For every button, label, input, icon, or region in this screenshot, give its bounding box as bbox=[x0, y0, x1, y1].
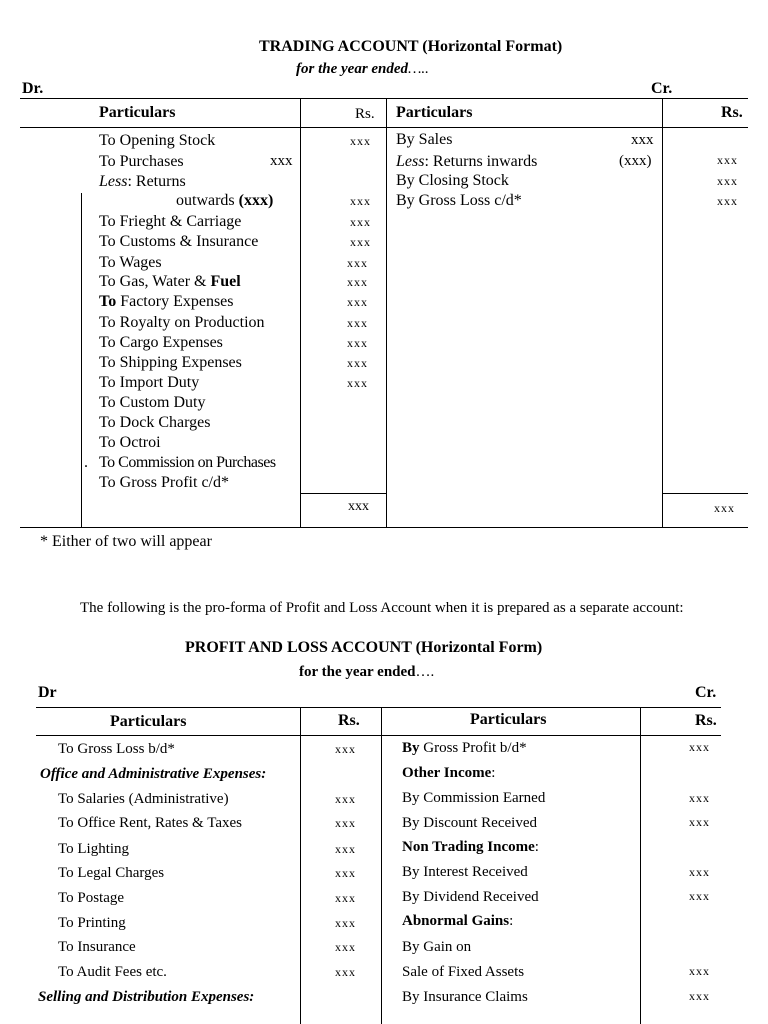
pl-credit-gross-profit-by: By bbox=[402, 740, 420, 756]
credit-sales: By Sales bbox=[396, 131, 453, 148]
pl-credit-heading-abnormal bbox=[402, 913, 513, 930]
debit-amount: xxx bbox=[350, 194, 371, 208]
pl-debit-amount: xxx bbox=[335, 965, 356, 979]
pl-debit-amount: xxx bbox=[335, 940, 356, 954]
debit-amount: xxx bbox=[347, 356, 368, 370]
trading-footnote: * Either of two will appear bbox=[40, 533, 212, 550]
pl-credit-discount: By Discount Received bbox=[402, 815, 537, 831]
pl-debit-item: To Audit Fees etc. bbox=[58, 964, 167, 980]
pl-debit-amount: xxx bbox=[335, 866, 356, 880]
pl-credit-gross-profit bbox=[402, 740, 527, 757]
pl-credit-heading-other-income bbox=[402, 765, 495, 782]
debit-wages: To Wages bbox=[99, 254, 162, 271]
debit-royalty: To Royalty on Production bbox=[99, 314, 265, 331]
debit-gross-profit: To Gross Profit c/d* bbox=[99, 474, 229, 491]
pl-credit-amount: xxx bbox=[689, 740, 710, 754]
debit-shipping: To Shipping Expenses bbox=[99, 354, 242, 371]
pl-subtitle-dots: …. bbox=[415, 664, 435, 680]
pl-credit-amount: xxx bbox=[689, 989, 710, 1003]
pl-credit-interest: By Interest Received bbox=[402, 864, 528, 880]
trading-dr-label: Dr. bbox=[22, 80, 44, 97]
credit-less-returns-inwards bbox=[396, 153, 537, 171]
debit-amount: xxx bbox=[350, 215, 371, 229]
pl-credit-heading-non-trading bbox=[402, 839, 539, 856]
debit-purchases-amount: xxx bbox=[270, 153, 293, 169]
pl-credit-amount: xxx bbox=[689, 865, 710, 879]
trading-header-particulars-left: Particulars bbox=[99, 104, 176, 121]
trading-bottom-rule bbox=[20, 527, 748, 528]
pl-debit-amount: xxx bbox=[335, 916, 356, 930]
pl-header-rs-left: Rs. bbox=[338, 712, 360, 729]
pl-credit-heading-colon: : bbox=[534, 839, 539, 855]
debit-import-duty: To Import Duty bbox=[99, 374, 200, 391]
pl-credit-gross-profit-label: Gross Profit b/d* bbox=[419, 740, 527, 756]
pl-debit-item: To Lighting bbox=[58, 841, 130, 857]
debit-dot: . bbox=[84, 454, 88, 471]
trading-col-divider-2 bbox=[386, 98, 387, 528]
pl-debit-amount: xxx bbox=[335, 891, 356, 905]
pl-debit-amount: xxx bbox=[335, 742, 356, 756]
debit-fuel-label: Fuel bbox=[210, 273, 241, 290]
pl-credit-heading-label: Abnormal Gains bbox=[402, 913, 510, 929]
debit-returns-label: : Returns bbox=[127, 173, 186, 190]
trading-col-divider-3 bbox=[662, 98, 663, 528]
credit-gross-loss: By Gross Loss c/d* bbox=[396, 192, 522, 209]
trading-cr-label: Cr. bbox=[651, 80, 673, 97]
debit-purchases: To Purchases bbox=[99, 153, 184, 170]
pl-debit-item: To Gross Loss b/d* bbox=[58, 741, 175, 757]
pl-cr-label: Cr. bbox=[695, 684, 717, 701]
pl-credit-heading-colon: : bbox=[491, 765, 496, 781]
pl-col-divider-2 bbox=[381, 707, 382, 1024]
pl-col-divider-1 bbox=[300, 707, 301, 1024]
debit-outwards-amount: (xxx) bbox=[238, 192, 274, 209]
debit-total: xxx bbox=[348, 499, 369, 514]
debit-amount: xxx bbox=[347, 256, 368, 270]
pl-subtitle bbox=[299, 664, 434, 681]
debit-commission-purchases: To Commission on Purchases bbox=[99, 454, 276, 471]
credit-sales-amount: xxx bbox=[631, 132, 654, 148]
credit-returns-inwards-amount: (xxx) bbox=[619, 153, 652, 169]
trading-subtitle bbox=[296, 61, 429, 78]
debit-amount: xxx bbox=[347, 336, 368, 350]
pl-debit-item: To Legal Charges bbox=[58, 865, 165, 881]
debit-customs-insurance: To Customs & Insurance bbox=[99, 233, 259, 250]
pl-credit-sale-fixed-assets: Sale of Fixed Assets bbox=[402, 964, 525, 980]
pl-title: PROFIT AND LOSS ACCOUNT (Horizontal Form) bbox=[185, 639, 543, 656]
credit-less-label: Less bbox=[396, 153, 425, 170]
pl-debit-section-heading: Office and Administrative Expenses: bbox=[40, 766, 267, 782]
credit-amount: xxx bbox=[717, 194, 738, 208]
debit-opening-stock: To Opening Stock bbox=[99, 132, 216, 149]
debit-outwards-label: outwards bbox=[176, 192, 235, 209]
debit-gas-label: To Gas, Water & bbox=[99, 273, 211, 290]
pl-debit-item: To Office Rent, Rates & Taxes bbox=[58, 815, 242, 831]
trading-col-divider-1 bbox=[300, 98, 301, 528]
debit-frieght-carriage: To Frieght & Carriage bbox=[99, 213, 242, 230]
pl-debit-amount: xxx bbox=[335, 816, 356, 830]
trading-total-rule-right bbox=[662, 493, 748, 494]
credit-returns-label: : Returns inwards bbox=[424, 153, 538, 170]
debit-amount: xxx bbox=[347, 316, 368, 330]
pl-credit-commission: By Commission Earned bbox=[402, 790, 546, 806]
debit-factory-label: Factory Expenses bbox=[116, 293, 234, 310]
debit-amount: xxx bbox=[350, 235, 371, 249]
pl-debit-amount: xxx bbox=[335, 792, 356, 806]
pl-debit-section-heading: Selling and Distribution Expenses: bbox=[38, 989, 255, 1005]
pl-subtitle-text: for the year ended bbox=[299, 664, 416, 680]
trading-header-rs-left: Rs. bbox=[355, 106, 375, 122]
trading-header-rule bbox=[20, 127, 748, 128]
debit-factory-to: To bbox=[99, 293, 117, 310]
pl-header-rs-right: Rs. bbox=[695, 712, 717, 729]
credit-total: xxx bbox=[714, 501, 735, 515]
pl-debit-item: To Insurance bbox=[58, 939, 136, 955]
debit-less-label: Less bbox=[99, 173, 128, 190]
trading-bracket-line bbox=[81, 193, 82, 527]
pl-credit-heading-colon: : bbox=[509, 913, 514, 929]
credit-closing-stock: By Closing Stock bbox=[396, 172, 509, 189]
pl-credit-amount: xxx bbox=[689, 889, 710, 903]
trading-top-rule bbox=[20, 98, 748, 99]
pl-debit-amount: xxx bbox=[335, 842, 356, 856]
credit-amount: xxx bbox=[717, 153, 738, 167]
pl-debit-item: To Postage bbox=[58, 890, 125, 906]
trading-subtitle-text: for the year ended bbox=[296, 61, 409, 77]
pl-dr-label: Dr bbox=[38, 684, 57, 701]
pl-credit-heading-label: Non Trading Income bbox=[402, 839, 535, 855]
pl-credit-insurance-claims: By Insurance Claims bbox=[402, 989, 528, 1005]
pl-debit-item: To Printing bbox=[58, 915, 126, 931]
debit-amount: xxx bbox=[347, 376, 368, 390]
trading-header-particulars-right: Particulars bbox=[396, 104, 473, 121]
trading-total-rule-left bbox=[300, 493, 386, 494]
credit-amount: xxx bbox=[717, 174, 738, 188]
trading-subtitle-dots: ….. bbox=[408, 61, 429, 77]
debit-cargo: To Cargo Expenses bbox=[99, 334, 223, 351]
trading-title: TRADING ACCOUNT (Horizontal Format) bbox=[259, 38, 563, 55]
debit-amount: xxx bbox=[347, 295, 368, 309]
pl-top-rule bbox=[36, 707, 721, 708]
debit-gas-water-fuel bbox=[99, 273, 241, 291]
debit-factory-expenses bbox=[99, 293, 234, 311]
pl-header-rule bbox=[36, 735, 721, 736]
pl-credit-amount: xxx bbox=[689, 964, 710, 978]
trading-header-rs-right: Rs. bbox=[721, 104, 743, 121]
debit-custom-duty: To Custom Duty bbox=[99, 394, 206, 411]
intro-paragraph: The following is the pro-forma of Profit and Loss Account when it is prepared as a separate account: bbox=[80, 600, 684, 616]
pl-credit-heading-label: Other Income bbox=[402, 765, 492, 781]
pl-credit-amount: xxx bbox=[689, 791, 710, 805]
pl-credit-gain-on: By Gain on bbox=[402, 939, 472, 955]
debit-amount: xxx bbox=[350, 134, 371, 148]
debit-amount: xxx bbox=[347, 275, 368, 289]
pl-header-particulars-left: Particulars bbox=[110, 713, 187, 730]
debit-outwards bbox=[176, 192, 273, 210]
debit-dock-charges: To Dock Charges bbox=[99, 414, 211, 431]
debit-octroi: To Octroi bbox=[99, 434, 161, 451]
pl-header-particulars-right: Particulars bbox=[470, 711, 547, 728]
debit-less-returns bbox=[99, 173, 186, 191]
pl-col-divider-3 bbox=[640, 707, 641, 1024]
pl-credit-amount: xxx bbox=[689, 815, 710, 829]
pl-credit-dividend: By Dividend Received bbox=[402, 889, 539, 905]
pl-debit-item: To Salaries (Administrative) bbox=[58, 791, 229, 807]
